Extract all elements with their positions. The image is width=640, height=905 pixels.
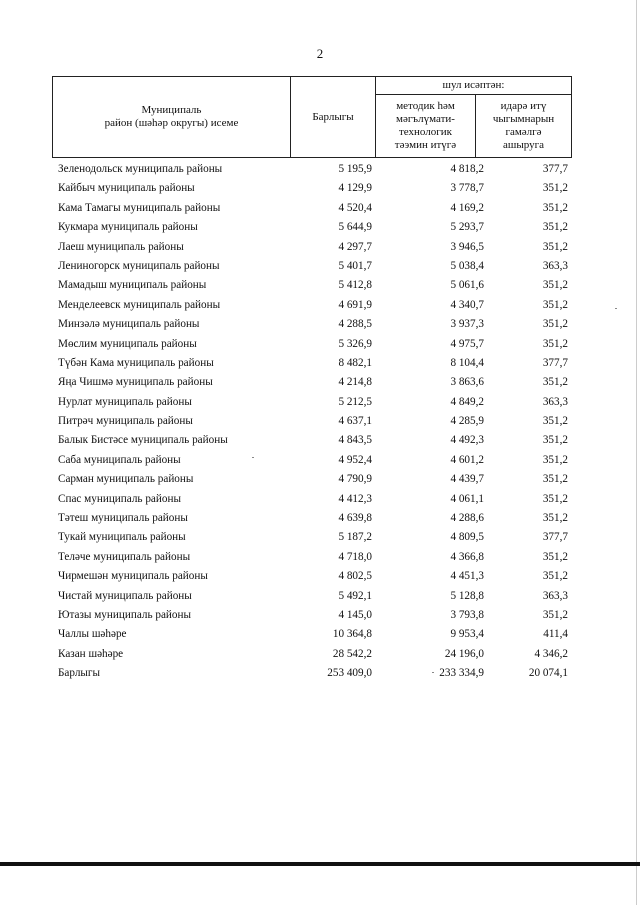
row-sub2: 351,2 bbox=[542, 240, 568, 253]
row-total: 4 802,5 bbox=[338, 570, 372, 583]
table-row bbox=[58, 470, 570, 489]
table-row bbox=[58, 567, 570, 586]
row-sub1: 3 793,8 bbox=[450, 608, 484, 621]
row-sub1: 3 863,6 bbox=[450, 376, 484, 389]
table-row bbox=[58, 257, 570, 276]
header-group-label: шул исәптән: bbox=[442, 79, 505, 91]
table-row bbox=[58, 412, 570, 431]
table-row bbox=[58, 645, 570, 664]
row-sub1: 5 061,6 bbox=[450, 279, 484, 292]
row-total: 5 326,9 bbox=[338, 337, 372, 350]
table-row bbox=[58, 276, 570, 295]
table-row bbox=[58, 664, 570, 683]
row-sub2: 377,7 bbox=[542, 163, 568, 175]
row-sub1: 4 849,2 bbox=[450, 395, 484, 408]
row-name: Кайбыч муниципаль районы bbox=[58, 182, 195, 195]
row-sub2: 351,2 bbox=[542, 434, 568, 447]
row-sub1: 3 778,7 bbox=[450, 182, 484, 195]
row-total: 4 214,8 bbox=[338, 376, 372, 389]
table-row bbox=[58, 548, 570, 567]
table-row bbox=[58, 354, 570, 373]
table-row bbox=[58, 528, 570, 547]
scan-bottom-bar bbox=[0, 862, 640, 866]
row-name: Питрәч муниципаль районы bbox=[58, 415, 193, 428]
row-sub1: 4 451,3 bbox=[450, 570, 484, 583]
row-total: 10 364,8 bbox=[332, 628, 372, 641]
row-total: 4 718,0 bbox=[338, 550, 372, 563]
table-row bbox=[58, 509, 570, 528]
row-total: 253 409,0 bbox=[327, 667, 372, 680]
row-sub1: 4 439,7 bbox=[450, 473, 484, 486]
table-row bbox=[58, 335, 570, 354]
header-col-sub1: методик һәм мәгълүмати- технологик тәэмин итүгә bbox=[394, 100, 457, 151]
row-name: Ютазы муниципаль районы bbox=[58, 608, 192, 621]
header-col-total: Барлыгы bbox=[312, 110, 354, 123]
row-sub2: 351,2 bbox=[542, 473, 568, 486]
row-total: 4 297,7 bbox=[338, 240, 372, 253]
row-total: 4 412,3 bbox=[338, 492, 372, 505]
row-name: Тукай муниципаль районы bbox=[58, 531, 186, 544]
row-total: 8 482,1 bbox=[338, 356, 372, 369]
header-col-sub2: идарә итү чыгымнарын гамәлгә ашыруга bbox=[492, 100, 555, 151]
row-sub1: 5 038,4 bbox=[450, 259, 484, 272]
row-sub2: 351,2 bbox=[542, 201, 568, 214]
row-sub2: 363,3 bbox=[542, 395, 568, 408]
row-name: Балык Бистәсе муниципаль районы bbox=[58, 434, 228, 447]
row-sub2: 351,2 bbox=[542, 279, 568, 292]
table-row bbox=[58, 218, 570, 237]
row-sub2: 351,2 bbox=[542, 221, 568, 234]
table-row bbox=[58, 160, 570, 179]
row-total: 5 195,9 bbox=[338, 163, 372, 175]
scan-speck bbox=[252, 457, 254, 458]
row-sub1: 4 366,8 bbox=[450, 550, 484, 563]
table-row bbox=[58, 315, 570, 334]
row-name: Зеленодольск муниципаль районы bbox=[58, 163, 223, 175]
row-total: 28 542,2 bbox=[332, 647, 372, 660]
table-row bbox=[58, 451, 570, 470]
row-name: Чирмешән муниципаль районы bbox=[58, 570, 208, 583]
table-row bbox=[58, 296, 570, 315]
row-sub1: 4 601,2 bbox=[450, 453, 484, 466]
row-sub1: 4 492,3 bbox=[450, 434, 484, 447]
row-name: Лениногорск муниципаль районы bbox=[58, 259, 220, 272]
table-body bbox=[58, 160, 570, 684]
table-row bbox=[58, 238, 570, 257]
row-sub2: 411,4 bbox=[543, 628, 568, 641]
row-name: Түбән Кама муниципаль районы bbox=[58, 356, 214, 369]
row-sub2: 351,2 bbox=[542, 512, 568, 525]
row-name: Чаллы шәһәре bbox=[58, 628, 127, 641]
row-sub1: 4 340,7 bbox=[450, 298, 484, 311]
table-row bbox=[58, 179, 570, 198]
row-sub2: 4 346,2 bbox=[534, 647, 568, 660]
row-sub2: 351,2 bbox=[542, 453, 568, 466]
row-sub2: 351,2 bbox=[542, 298, 568, 311]
row-name: Кама Тамагы муниципаль районы bbox=[58, 201, 221, 214]
row-sub2: 351,2 bbox=[542, 492, 568, 505]
row-sub1: 4 169,2 bbox=[450, 201, 484, 214]
header-bottom-border bbox=[52, 157, 572, 158]
row-name: Лаеш муниципаль районы bbox=[58, 240, 184, 253]
page-number: 2 bbox=[316, 46, 324, 61]
row-total: 5 212,5 bbox=[338, 395, 372, 408]
row-name: Чистай муниципаль районы bbox=[58, 589, 192, 602]
table-row bbox=[58, 431, 570, 450]
row-sub1: 4 061,1 bbox=[450, 492, 484, 505]
row-total: 5 644,9 bbox=[338, 221, 372, 234]
row-sub1: 9 953,4 bbox=[450, 628, 484, 641]
table-row bbox=[58, 490, 570, 509]
table-row bbox=[58, 625, 570, 644]
row-sub2: 377,7 bbox=[542, 356, 568, 369]
row-sub1: 3 937,3 bbox=[450, 318, 484, 331]
row-name: Минзәлә муниципаль районы bbox=[58, 318, 200, 331]
row-name: Теләче муниципаль районы bbox=[58, 550, 191, 563]
row-sub1: 4 818,2 bbox=[450, 163, 484, 175]
row-sub2: 351,2 bbox=[542, 337, 568, 350]
scan-edge bbox=[636, 0, 637, 905]
row-name: Тәтеш муниципаль районы bbox=[58, 512, 188, 525]
row-sub1: 4 285,9 bbox=[450, 415, 484, 428]
row-name: Барлыгы bbox=[58, 667, 101, 680]
row-sub2: 351,2 bbox=[542, 570, 568, 583]
row-name: Кукмара муниципаль районы bbox=[58, 221, 198, 234]
row-total: 4 952,4 bbox=[338, 453, 372, 466]
row-sub1: 3 946,5 bbox=[450, 240, 484, 253]
row-total: 4 691,9 bbox=[338, 298, 372, 311]
row-sub1: 5 293,7 bbox=[450, 221, 484, 234]
scan-speck bbox=[432, 672, 434, 673]
row-sub2: 363,3 bbox=[542, 589, 568, 602]
row-sub2: 351,2 bbox=[542, 608, 568, 621]
row-name: Саба муниципаль районы bbox=[58, 453, 181, 466]
row-sub2: 351,2 bbox=[542, 550, 568, 563]
row-sub2: 351,2 bbox=[542, 182, 568, 195]
table-row bbox=[58, 606, 570, 625]
row-sub1: 8 104,4 bbox=[450, 356, 484, 369]
row-sub2: 363,3 bbox=[542, 259, 568, 272]
row-sub1: 5 128,8 bbox=[450, 589, 484, 602]
row-sub1: 4 288,6 bbox=[450, 512, 484, 525]
row-sub2: 351,2 bbox=[542, 376, 568, 389]
row-name: Нурлат муниципаль районы bbox=[58, 395, 192, 408]
scan-speck bbox=[615, 308, 617, 309]
row-sub2: 20 074,1 bbox=[528, 667, 568, 680]
row-name: Мөслим муниципаль районы bbox=[58, 337, 197, 350]
table-header bbox=[52, 76, 572, 158]
header-col-name: Муниципаль район (шәһәр округы) исеме bbox=[104, 104, 239, 129]
row-sub2: 351,2 bbox=[542, 415, 568, 428]
row-total: 4 637,1 bbox=[338, 415, 372, 428]
row-total: 4 145,0 bbox=[338, 608, 372, 621]
row-total: 4 790,9 bbox=[338, 473, 372, 486]
row-sub1: 4 809,5 bbox=[450, 531, 484, 544]
table-row bbox=[58, 393, 570, 412]
row-sub1: 24 196,0 bbox=[444, 647, 484, 660]
row-total: 4 288,5 bbox=[338, 318, 372, 331]
row-total: 5 492,1 bbox=[338, 589, 372, 602]
row-sub2: 351,2 bbox=[542, 318, 568, 331]
row-sub2: 377,7 bbox=[542, 531, 568, 544]
row-name: Яңа Чишмә муниципаль районы bbox=[58, 376, 213, 389]
row-sub1: 4 975,7 bbox=[450, 337, 484, 350]
row-total: 4 843,5 bbox=[338, 434, 372, 447]
row-sub1: 233 334,9 bbox=[439, 667, 484, 680]
row-name: Менделеевск муниципаль районы bbox=[58, 298, 221, 311]
row-name: Сарман муниципаль районы bbox=[58, 473, 194, 486]
table-row bbox=[58, 587, 570, 606]
row-name: Казан шәһәре bbox=[58, 647, 124, 660]
header-right-border bbox=[571, 76, 572, 158]
row-total: 4 129,9 bbox=[338, 182, 372, 195]
row-total: 4 520,4 bbox=[338, 201, 372, 214]
row-total: 5 187,2 bbox=[338, 531, 372, 544]
row-name: Мамадыш муниципаль районы bbox=[58, 279, 207, 292]
row-total: 4 639,8 bbox=[338, 512, 372, 525]
row-name: Спас муниципаль районы bbox=[58, 492, 181, 505]
table-row bbox=[58, 199, 570, 218]
table-row bbox=[58, 373, 570, 392]
row-total: 5 401,7 bbox=[338, 259, 372, 272]
row-total: 5 412,8 bbox=[338, 279, 372, 292]
